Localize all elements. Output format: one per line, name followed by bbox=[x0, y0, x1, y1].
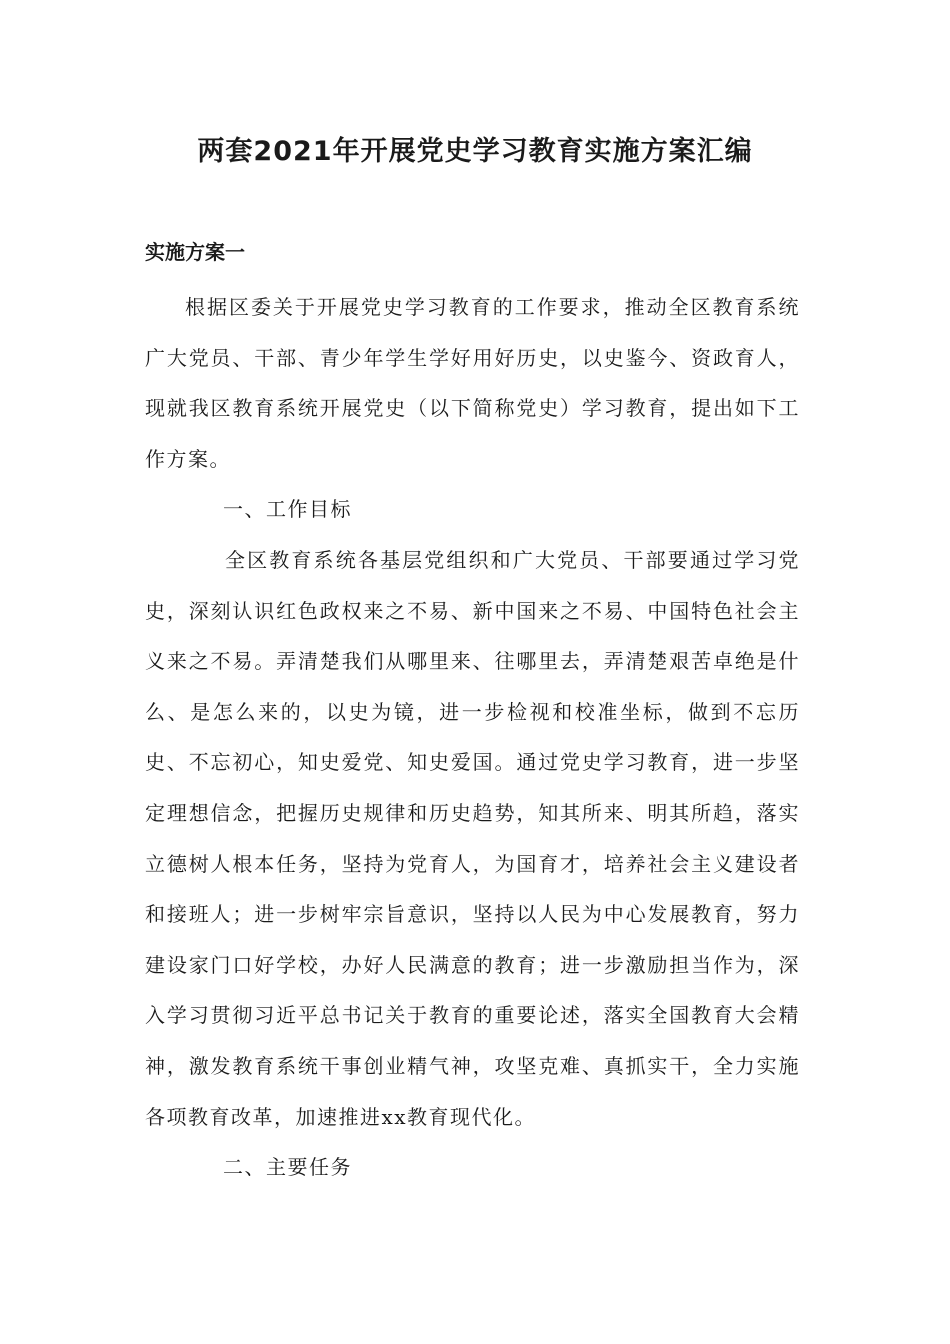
goal-paragraph: 全区教育系统各基层党组织和广大党员、干部要通过学习党史，深刻认识红色政权来之不易、新中国来之不易、中国特色社会主义来之不易。弄清楚我们从哪里来、往哪里去，弄清楚艰苦卓绝是什么、是怎么来的，以史为镜，进一步检视和校准坐标，做到不忘历史、不忘初心，知史爱党、知史爱国。通过党史学习教育，进一步坚定理想信念，把握历史规律和历史趋势，知其所来、明其所趋，落实立德树人根本任务，坚持为党育人，为国育才，培养社会主义建设者和接班人；进一步树牢宗旨意识，坚持以人民为中心发展教育，努力建设家门口好学校，办好人民满意的教育；进一步激励担当作为，深入学习贯彻习近平总书记关于教育的重要论述，落实全国教育大会精神，激发教育系统干事创业精气神，攻坚克难、真抓实干，全力实施各项教育改革，加速推进xx教育现代化。 bbox=[145, 547, 800, 1129]
document-body bbox=[145, 232, 800, 1193]
heading-main-tasks: 二、主要任务 bbox=[223, 1155, 352, 1180]
heading-work-goals: 一、工作目标 bbox=[223, 497, 352, 522]
intro-paragraph: 根据区委关于开展党史学习教育的工作要求，推动全区教育系统广大党员、干部、青少年学生学好用好历史，以史鉴今、资政育人，现就我区教育系统开展党史（以下简称党史）学习教育，提出如下工作方案。 bbox=[145, 295, 800, 471]
section-label: 实施方案一 bbox=[145, 240, 245, 264]
document-title: 两套2021年开展党史学习教育实施方案汇编 bbox=[197, 136, 753, 167]
